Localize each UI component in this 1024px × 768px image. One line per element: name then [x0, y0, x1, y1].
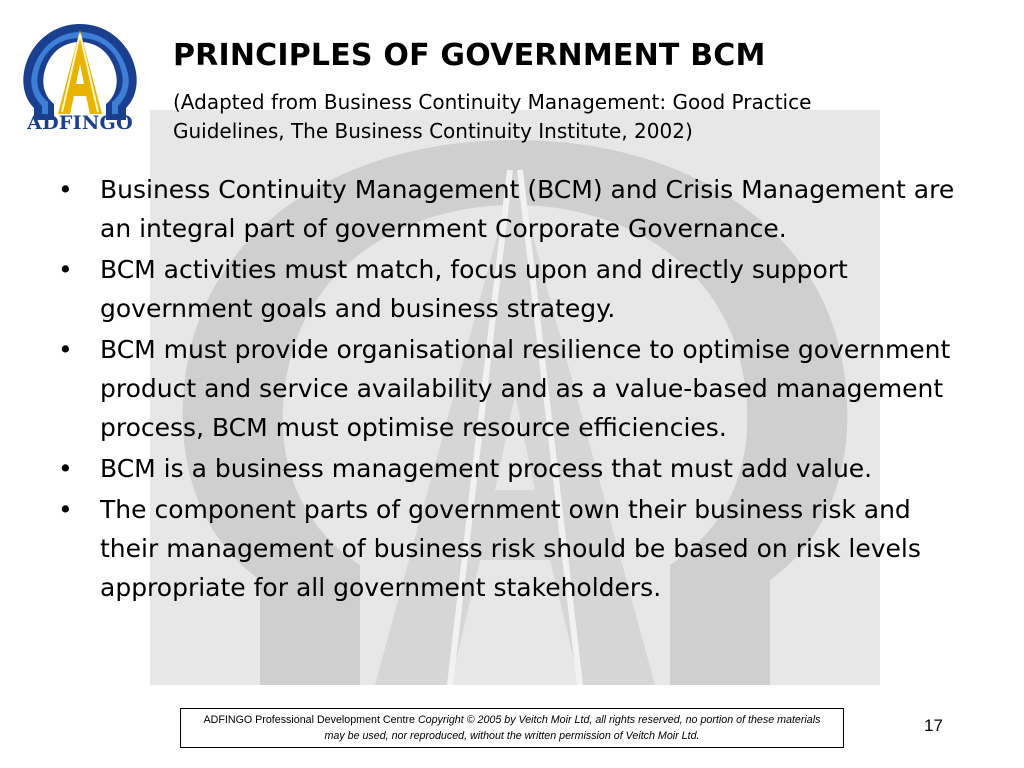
- bullet-item: [58, 250, 958, 328]
- footer-org: ADFINGO Professional Development Centre: [203, 714, 415, 726]
- bullet-dot-icon: •: [58, 454, 73, 483]
- slide-title: PRINCIPLES OF GOVERNMENT BCM: [173, 38, 766, 73]
- bullet-text: The component parts of government own their business risk and their management of business risk should be based on risk levels appropriate for all government stakeholders.: [100, 495, 921, 602]
- bullet-dot-icon: •: [58, 255, 73, 284]
- bullet-dot-icon: •: [58, 335, 73, 364]
- bullet-dot-icon: •: [58, 175, 73, 204]
- bullet-text: BCM activities must match, focus upon and directly support government goals and business strategy.: [100, 255, 848, 323]
- subtitle-line-1: (Adapted from Business Continuity Management: Good Practice: [173, 90, 812, 114]
- bullet-dot-icon: •: [58, 495, 73, 524]
- bullet-text: BCM must provide organisational resilience to optimise government product and service availability and as a value-based management process, BCM must optimise resource efficiencies.: [100, 335, 951, 442]
- logo-text: ADFINGO: [27, 112, 133, 134]
- bullet-text: BCM is a business management process that must add value.: [100, 454, 873, 483]
- bullet-list: [58, 170, 958, 609]
- bullet-item: [58, 330, 958, 447]
- page-number: 17: [924, 716, 943, 735]
- footer-copyright: Copyright © 2005 by Veitch Moir Ltd, all rights reserved, no portion of these materials may be used, nor reproduced, without the written permission of Veitch Moir Ltd.: [324, 714, 821, 742]
- footer-copyright-box: [180, 708, 844, 748]
- slide-subtitle: [173, 88, 913, 146]
- bullet-item: [58, 449, 958, 488]
- bullet-item: [58, 170, 958, 248]
- bullet-item: [58, 490, 958, 607]
- subtitle-line-2: Guidelines, The Business Continuity Institute, 2002): [173, 119, 693, 143]
- footer-text: [201, 712, 823, 744]
- bullet-text: Business Continuity Management (BCM) and Crisis Management are an integral part of government Corporate Governance.: [100, 175, 955, 243]
